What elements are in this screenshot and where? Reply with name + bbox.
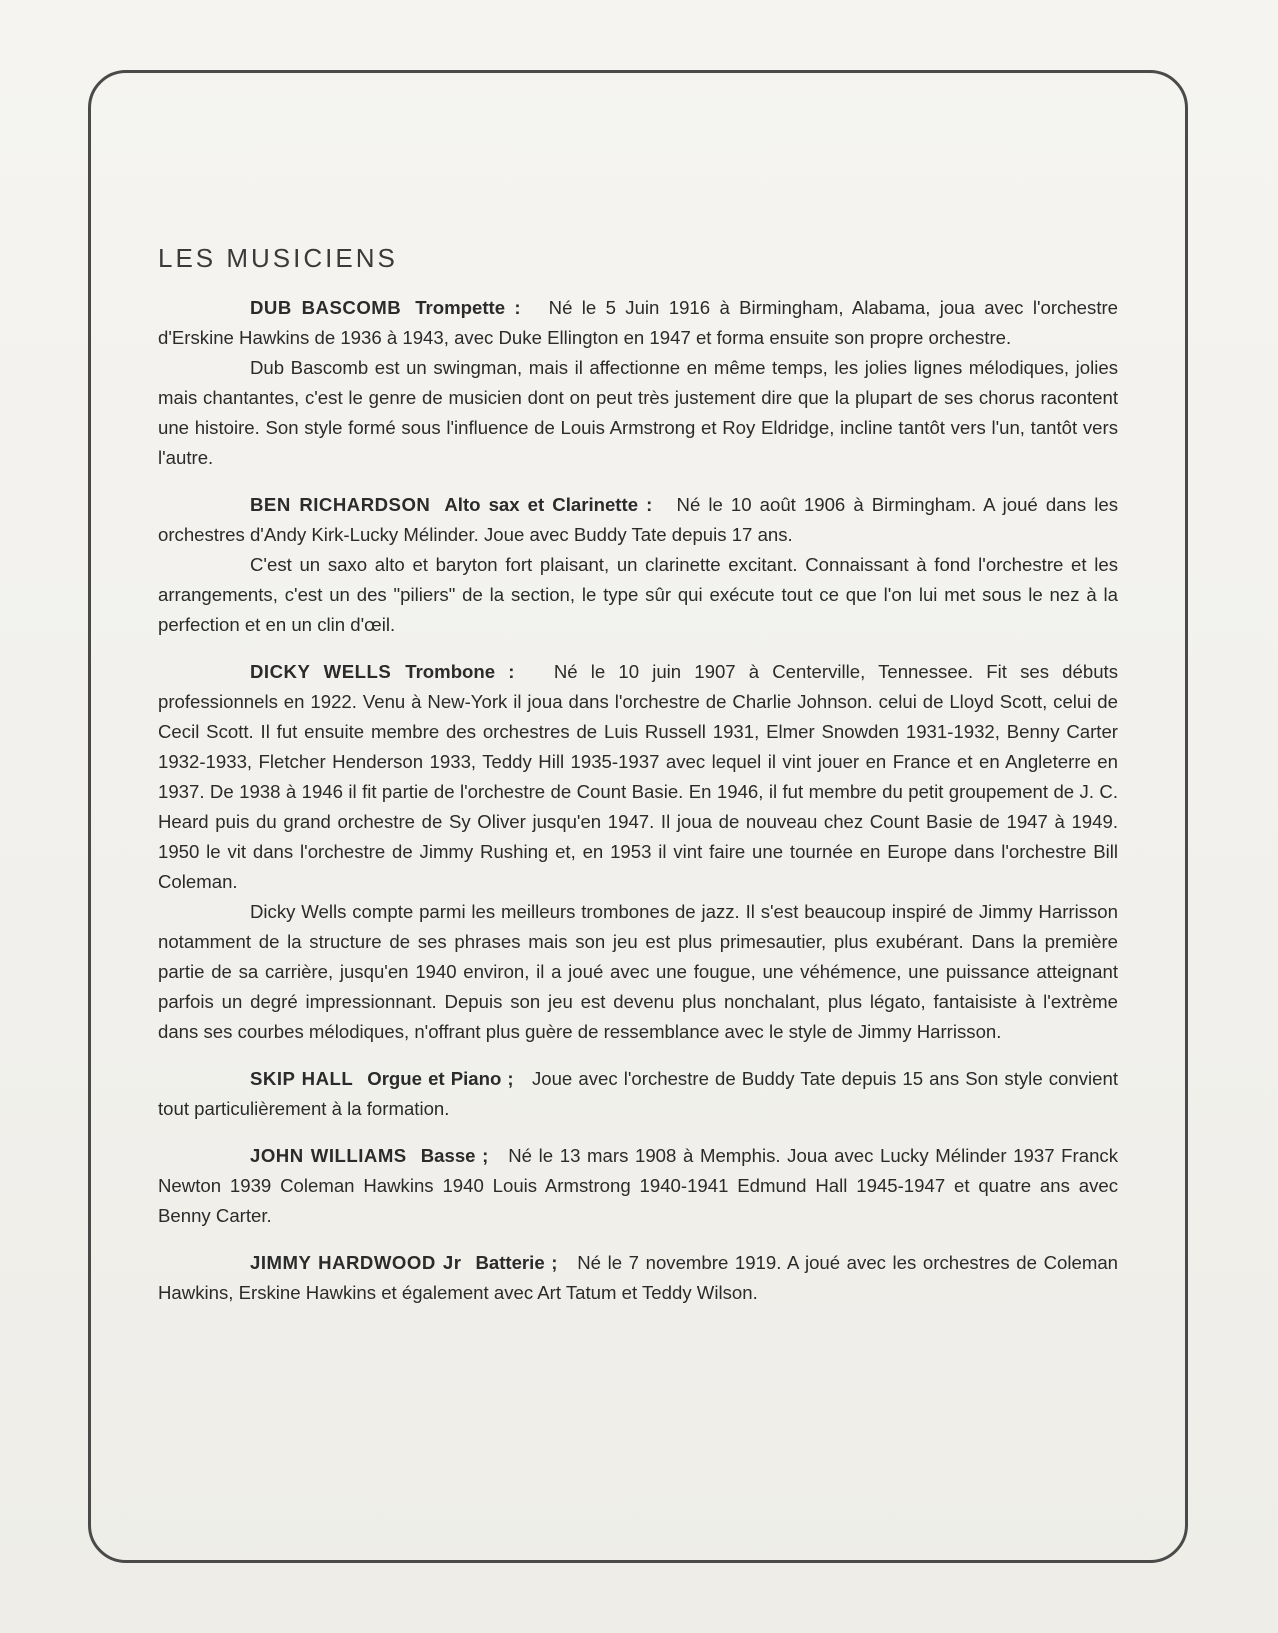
musician-name: DUB BASCOMB [250, 297, 402, 318]
bio-jimmy-hardwood [158, 1248, 1118, 1308]
bio-intro: Né le 13 mars 1908 à Memphis. Joua avec Lucky Mélinder 1937 Franck Newton 1939 Coleman Hawkins 1940 Louis Armstrong 1940-1941 Edmund Hall 1945-1947 et quatre ans avec Benny Carter. [158, 1145, 1118, 1226]
musicians-text [158, 293, 1118, 1308]
musician-name: JOHN WILLIAMS [250, 1145, 407, 1166]
bio-intro: Joue avec l'orchestre de Buddy Tate depuis 15 ans Son style convient tout particulièrement à la formation. [158, 1068, 1119, 1119]
bio-paragraph: Dub Bascomb est un swingman, mais il affectionne en même temps, les jolies lignes mélodiques, jolies mais chantantes, c'est le genre de musicien dont on peut très justement dire que la plupart de ses chorus racontent une histoire. Son style formé sous l'influence de Louis Armstrong et Roy Eldridge, incline tantôt vers l'un, tantôt vers l'autre. [158, 357, 1118, 468]
musician-name: BEN RICHARDSON [250, 494, 431, 515]
musician-instrument: Basse ; [420, 1145, 489, 1166]
bio-paragraph: Dicky Wells compte parmi les meilleurs trombones de jazz. Il s'est beaucoup inspiré de Jimmy Harrisson notamment de la structure de ses phrases mais son jeu est plus primesautier, plus exubérant. Dans la première partie de sa carrière, jusqu'en 1940 environ, il a joué avec une fougue, une véhémence, une puissance atteignant parfois un degré impressionnant. Depuis son jeu est devenu plus nonchalant, plus légato, fantaisiste à l'extrème dans ses courbes mélodiques, n'offrant plus guère de ressemblance avec le style de Jimmy Harrisson. [158, 901, 1118, 1042]
musician-instrument: Batterie ; [475, 1252, 558, 1273]
bio-intro: Né le 10 août 1906 à Birmingham. A joué dans les orchestres d'Andy Kirk-Lucky Mélinder. Joue avec Buddy Tate depuis 17 ans. [158, 494, 1118, 545]
bio-paragraph: C'est un saxo alto et baryton fort plaisant, un clarinette excitant. Connaissant à fond l'orchestre et les arrangements, c'est un des "piliers" de la section, le type sûr qui exécute tout ce que l'on lui met sous le nez à la perfection et en un clin d'œil. [158, 554, 1118, 635]
bio-dicky-wells [158, 657, 1118, 897]
musician-name: DICKY WELLS [250, 661, 392, 682]
bio-intro: Né le 5 Juin 1916 à Birmingham, Alabama, joua avec l'orchestre d'Erskine Hawkins de 1936 à 1943, avec Duke Ellington en 1947 et forma ensuite son propre orchestre. [158, 297, 1119, 348]
musician-instrument: Trombone : [405, 661, 515, 682]
bio-dub-bascomb [158, 293, 1118, 353]
musician-instrument: Alto sax et Clarinette : [444, 494, 653, 515]
bio-intro: Né le 10 juin 1907 à Centerville, Tennessee. Fit ses débuts professionnels en 1922. Venu à New-York il joua dans l'orchestre de Charlie Johnson. celui de Lloyd Scott, celui de Cecil Scott. Il fut ensuite membre des orchestres de Luis Russell 1931, Elmer Snowden 1931-1932, Benny Carter 1932-1933, Fletcher Henderson 1933, Teddy Hill 1935-1937 avec lequel il vint jouer en France et en Angleterre en 1937. De 1938 à 1946 il fit partie de l'orchestre de Count Basie. En 1946, il fut membre du petit groupement de J. C. Heard puis du grand orchestre de Sy Oliver jusqu'en 1947. Il joua de nouveau chez Count Basie de 1947 à 1949. 1950 le vit dans l'orchestre de Jimmy Rushing et, en 1953 il vint faire une tournée en Europe dans l'orchestre Bill Coleman. [158, 661, 1118, 892]
musician-name: SKIP HALL [250, 1068, 354, 1089]
musician-instrument: Orgue et Piano ; [367, 1068, 514, 1089]
bio-john-williams [158, 1141, 1118, 1231]
bio-skip-hall [158, 1064, 1118, 1124]
bio-ben-richardson [158, 490, 1118, 550]
bio-intro: Né le 7 novembre 1919. A joué avec les orchestres de Coleman Hawkins, Erskine Hawkins et également avec Art Tatum et Teddy Wilson. [158, 1252, 1118, 1303]
musician-name: JIMMY HARDWOOD Jr [250, 1252, 462, 1273]
page-title: LES MUSICIENS [158, 243, 398, 273]
musician-instrument: Trompette : [415, 297, 521, 318]
